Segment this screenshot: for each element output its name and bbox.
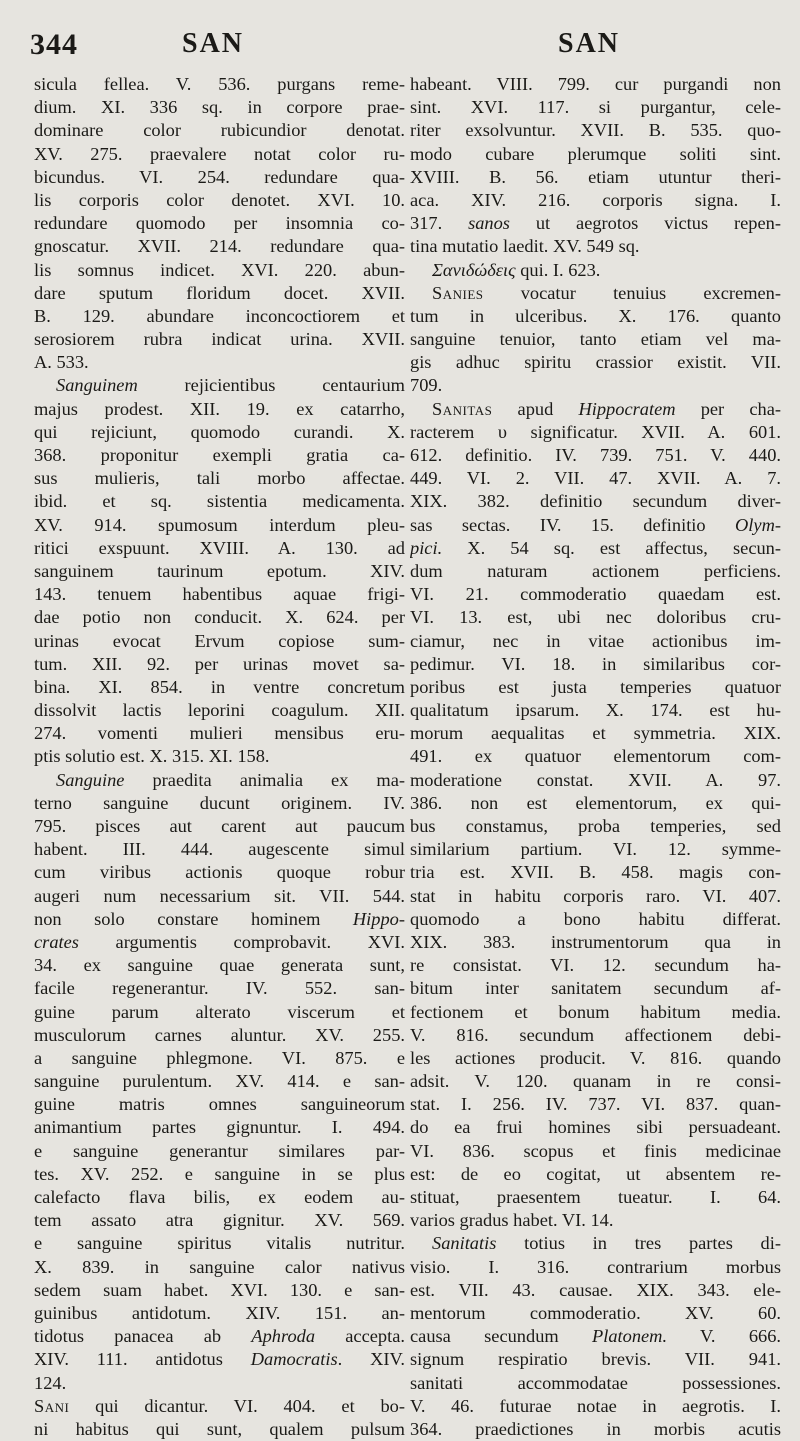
text-line: XIX. 383. instrumentorum qua in <box>410 931 781 952</box>
text-line: riter exsolvuntur. XVII. B. 535. quo- <box>410 120 781 141</box>
text-line: VI. 836. scopus et finis medicinae <box>410 1140 781 1161</box>
text-line: sint. XVI. 117. si purgantur, cele- <box>410 97 781 118</box>
text-line: serosiorem rubra indicat urina. XVII. <box>34 329 405 350</box>
text-line: majus prodest. XII. 19. ex catarrho, <box>34 398 405 419</box>
text-line: Sanguine praedita animalia ex ma- <box>56 769 405 790</box>
text-line: sedem suam habet. XVI. 130. e san- <box>34 1279 405 1300</box>
text-line: qui rejiciunt, quomodo curandi. X. <box>34 421 405 442</box>
text-line: 612. definitio. IV. 739. 751. V. 440. <box>410 445 781 465</box>
text-line: est: de eo cogitat, ut absentem re- <box>410 1163 781 1184</box>
text-line: Sanitas apud Hippocratem per cha- <box>432 398 781 419</box>
text-line: fectionem et bonum habitum media. <box>410 1001 781 1022</box>
text-line: poribus est justa temperies quatuor <box>410 676 781 697</box>
text-line: similarium partium. VI. 12. symme- <box>410 839 781 860</box>
text-line: sanguinem taurinum epotum. XIV. <box>34 560 405 581</box>
text-line: aca. XIV. 216. corporis signa. I. <box>410 189 781 210</box>
text-line: morum aequalitas et symmetria. XIX. <box>410 723 781 744</box>
text-line: 143. tenuem habentibus aquae frigi- <box>34 584 405 605</box>
text-line: sanguine purulentum. XV. 414. e san- <box>34 1071 405 1092</box>
text-line: tum. XII. 92. per urinas movet sa- <box>34 653 405 674</box>
text-line: e sanguine generantur similares par- <box>34 1140 405 1161</box>
page-number: 344 <box>30 28 78 61</box>
text-line: stat. I. 256. IV. 737. VI. 837. quan- <box>410 1094 781 1115</box>
text-line: 368. proponitur exempli gratia ca- <box>34 445 405 465</box>
text-line: qualitatum ipsarum. X. 174. est hu- <box>410 700 781 721</box>
running-head-left: SAN <box>182 28 245 59</box>
text-line: B. 129. abundare inconcoctiorem et <box>34 305 405 326</box>
text-line: non solo constare hominem Hippo- <box>34 908 405 929</box>
text-line: signum respiratio brevis. VII. 941. <box>410 1349 781 1370</box>
text-line: causa secundum Platonem. V. 666. <box>410 1326 781 1347</box>
text-line: tum in ulceribus. X. 176. quanto <box>410 305 781 326</box>
text-line: Sani qui dicantur. VI. 404. et bo- <box>34 1395 405 1416</box>
text-line: gis adhuc spiritu crassior existit. VII. <box>410 352 781 373</box>
text-line: XIX. 382. definitio secundum diver- <box>410 491 781 512</box>
text-line: pedimur. VI. 18. in similaribus cor- <box>410 653 781 674</box>
text-line: varios gradus habet. VI. 14. <box>410 1210 614 1231</box>
text-line: modo cubare plerumque soliti sint. <box>410 143 781 164</box>
text-line: pici. X. 54 sq. est affectus, secun- <box>410 537 781 558</box>
text-line: bitum inter sanitatem secundum af- <box>410 978 781 999</box>
text-line: redundare quomodo per insomnia co- <box>34 213 405 234</box>
text-line: ni habitus qui sunt, qualem pulsum <box>34 1418 405 1439</box>
text-line: sicula fellea. V. 536. purgans reme- <box>34 74 405 94</box>
left-column <box>34 73 405 1441</box>
text-line: tidotus panacea ab Aphroda accepta. <box>34 1326 405 1347</box>
text-line: re consistat. VI. 12. secundum ha- <box>410 955 781 976</box>
text-line: crates argumentis comprobavit. XVI. <box>34 931 405 952</box>
text-line: A. 533. <box>34 352 89 373</box>
text-line: bus constamus, proba temperies, sed <box>410 816 781 836</box>
text-line: moderatione constat. XVII. A. 97. <box>410 769 781 790</box>
text-line: sanitati accommodatae possessiones. <box>410 1372 781 1393</box>
text-line: 317. sanos ut aegrotos victus repen- <box>410 213 781 234</box>
right-column <box>410 73 781 1441</box>
text-line: 709. <box>410 375 443 396</box>
text-line: lis somnus indicet. XVI. 220. abun- <box>34 259 405 280</box>
text-line: ptis solutio est. X. 315. XI. 158. <box>34 746 270 767</box>
text-line: guine matris omnes sanguineorum <box>34 1094 405 1115</box>
text-line: calefacto flava bilis, ex eodem au- <box>34 1187 405 1207</box>
text-line: XIV. 111. antidotus Damocratis. XIV. <box>34 1349 405 1370</box>
text-line: dum naturam actionem perficiens. <box>410 560 781 581</box>
text-line: habeant. VIII. 799. cur purgandi non <box>410 74 781 94</box>
text-line: mentorum commoderatio. XV. 60. <box>410 1302 781 1323</box>
text-line: bina. XI. 854. in ventre concretum <box>34 676 405 697</box>
text-line: les actiones producit. V. 816. quando <box>410 1047 781 1068</box>
text-line: est. VII. 43. causae. XIX. 343. ele- <box>410 1279 781 1300</box>
text-line: V. 816. secundum affectionem debi- <box>410 1024 781 1045</box>
text-line: 364. praedictiones in morbis acutis <box>410 1418 781 1439</box>
text-line: 491. ex quatuor elementorum com- <box>410 746 781 767</box>
text-line: tes. XV. 252. e sanguine in se plus <box>34 1163 405 1184</box>
text-line: V. 46. futurae notae in aegrotis. I. <box>410 1395 781 1416</box>
text-line: augeri num necessarium sit. VII. 544. <box>34 885 405 906</box>
text-line: do ea frui homines sibi persuadeant. <box>410 1117 781 1138</box>
page-header <box>0 26 800 66</box>
text-line: a sanguine phlegmone. VI. 875. e <box>34 1047 405 1068</box>
text-line: XVIII. B. 56. etiam utuntur theri- <box>410 166 781 187</box>
text-line: adsit. V. 120. quanam in re consi- <box>410 1071 781 1092</box>
text-line: ciamur, nec in vitae actionibus im- <box>410 630 781 651</box>
text-line: e sanguine spiritus vitalis nutritur. <box>34 1233 405 1254</box>
text-line: tria est. XVII. B. 458. magis con- <box>410 862 781 883</box>
text-line: facile regenerantur. IV. 552. san- <box>34 978 405 999</box>
text-line: 449. VI. 2. VII. 47. XVII. A. 7. <box>410 468 781 489</box>
text-line: lis corporis color denotet. XVI. 10. <box>34 189 405 210</box>
text-line: animantium partes gignuntur. I. 494. <box>34 1117 405 1138</box>
text-line: urinas evocat Ervum copiose sum- <box>34 630 405 651</box>
text-line: VI. 21. commoderatio quaedam est. <box>410 584 781 605</box>
text-line: X. 839. in sanguine calor nativus <box>34 1256 405 1277</box>
text-line: racterem υ significatur. XVII. A. 601. <box>410 421 781 442</box>
text-line: VI. 13. est, ubi nec doloribus cru- <box>410 607 781 628</box>
running-head-right: SAN <box>558 28 621 59</box>
text-line: 386. non est elementorum, ex qui- <box>410 792 781 813</box>
text-line: sus mulieris, tali morbo affectae. <box>34 468 405 489</box>
text-line: gnoscatur. XVII. 214. redundare qua- <box>34 236 405 257</box>
text-line: stat in habitu corporis raro. VI. 407. <box>410 885 781 906</box>
text-line: guine parum alterato viscerum et <box>34 1001 405 1022</box>
text-line: stituat, praesentem tueatur. I. 64. <box>410 1187 781 1207</box>
text-line: cum viribus actionis quoque robur <box>34 862 405 883</box>
text-line: 34. ex sanguine quae generata sunt, <box>34 955 405 976</box>
text-line: Sanitatis totius in tres partes di- <box>432 1233 781 1254</box>
text-line: habent. III. 444. augescente simul <box>34 839 405 860</box>
text-line: tem assato atra gignitur. XV. 569. <box>34 1210 405 1231</box>
text-line: dium. XI. 336 sq. in corpore prae- <box>34 97 405 118</box>
text-line: dae potio non conducit. X. 624. per <box>34 607 405 628</box>
text-line: dominare color rubicundior denotat. <box>34 120 405 141</box>
text-line: dare sputum floridum docet. XVII. <box>34 282 405 303</box>
text-line: guinibus antidotum. XIV. 151. an- <box>34 1302 405 1323</box>
text-line: musculorum carnes aluntur. XV. 255. <box>34 1024 405 1045</box>
text-line: quomodo a bono habitu differat. <box>410 908 781 929</box>
text-line: visio. I. 316. contrarium morbus <box>410 1256 781 1277</box>
text-line: Σανιδώδεις qui. I. 623. <box>432 259 601 280</box>
text-line: sas sectas. IV. 15. definitio Olym- <box>410 514 781 535</box>
text-line: terno sanguine ducunt originem. IV. <box>34 792 405 813</box>
text-line: XV. 914. spumosum interdum pleu- <box>34 514 405 535</box>
text-line: tina mutatio laedit. XV. 549 sq. <box>410 236 640 257</box>
text-line: 795. pisces aut carent aut paucum <box>34 816 405 836</box>
text-line: sanguine tenuior, tanto etiam vel ma- <box>410 329 781 350</box>
text-line: 124. <box>34 1372 67 1393</box>
text-line: XV. 275. praevalere notat color ru- <box>34 143 405 164</box>
text-line: 274. vomenti mulieri mensibus eru- <box>34 723 405 744</box>
text-line: Sanies vocatur tenuius excremen- <box>432 282 781 303</box>
text-line: Sanguinem rejicientibus centaurium <box>56 375 405 396</box>
text-line: ritici exspuunt. XVIII. A. 130. ad <box>34 537 405 558</box>
text-line: dissolvit lactis leporini coagulum. XII. <box>34 700 405 721</box>
text-line: bicundus. VI. 254. redundare qua- <box>34 166 405 187</box>
text-line: ibid. et sq. sistentia medicamenta. <box>34 491 405 512</box>
